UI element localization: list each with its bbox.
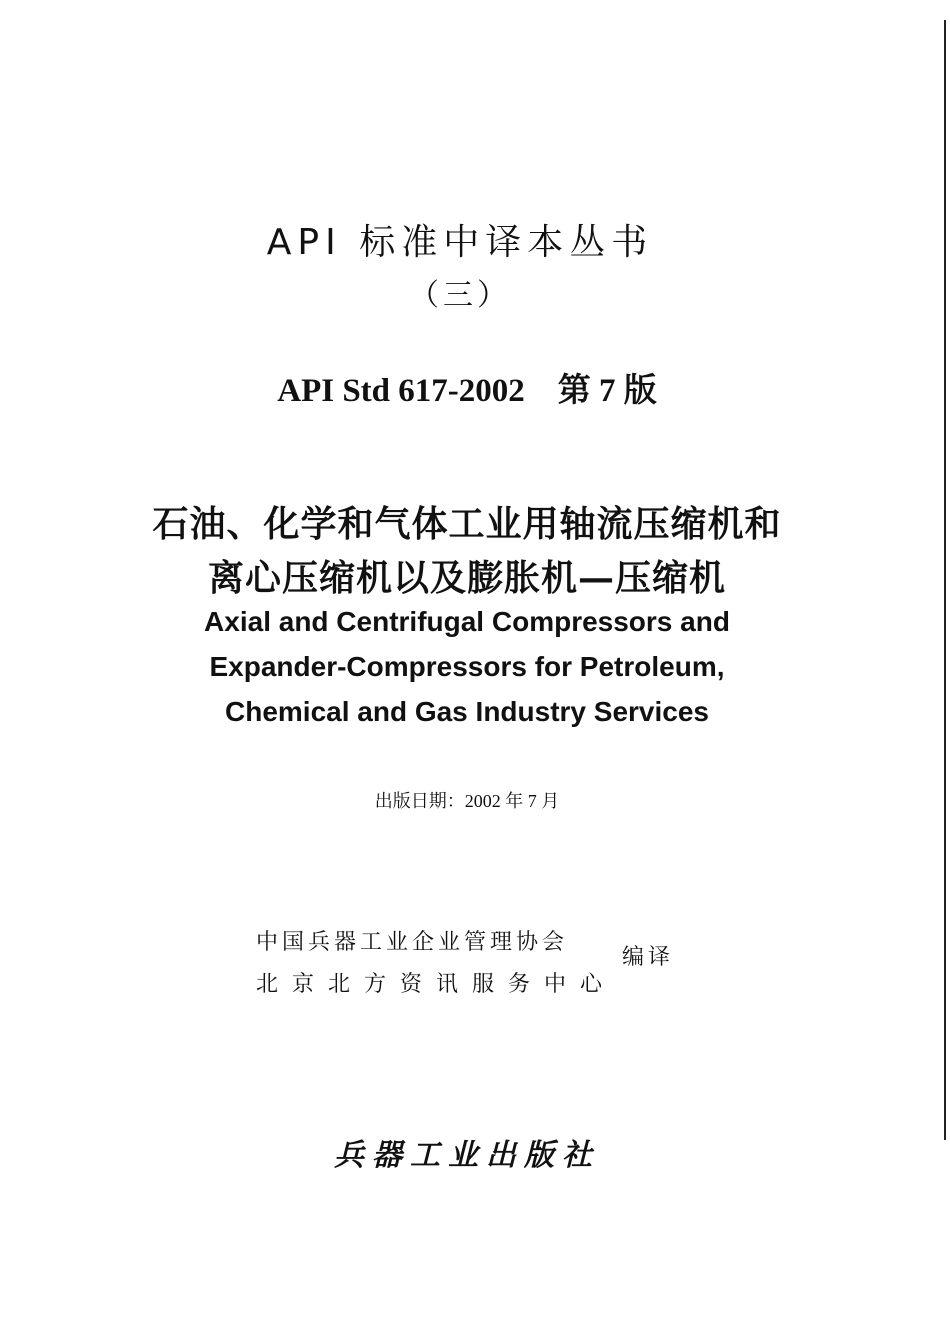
standard-edition: 第 7 版 — [557, 373, 657, 409]
standard-code: API Std 617-2002 — [277, 373, 525, 409]
series-volume: （三） — [409, 278, 511, 313]
english-title-line-1: Axial and Centrifugal Compressors and — [204, 606, 730, 637]
chinese-title-line-1: 石油、化学和气体工业用轴流压缩机和 — [152, 503, 782, 545]
chinese-title-line-2: 离心压缩机以及膨胀机—压缩机 — [207, 557, 726, 599]
compiler-organizations — [256, 922, 616, 1006]
publication-date: 出版日期：2002 年 7 月 — [374, 791, 560, 811]
compile-role-label: 编译 — [622, 945, 675, 970]
scan-edge-line — [944, 20, 946, 1140]
compiler-org-1: 中国兵器工业企业管理协会 — [256, 930, 569, 955]
standard-line — [0, 364, 934, 411]
english-title-line-3: Chemical and Gas Industry Services — [225, 696, 709, 727]
english-title-line-2: Expander-Compressors for Petroleum, — [209, 651, 725, 682]
compiler-org-2: 北京北方资讯服务中心 — [256, 972, 617, 997]
publisher-name: 兵器工业出版社 — [334, 1138, 600, 1173]
series-title: API 标准中译本丛书 — [266, 222, 654, 263]
